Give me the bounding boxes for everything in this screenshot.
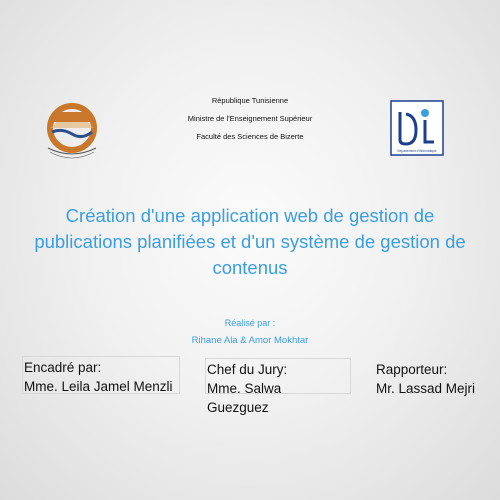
rapporteur-name: Mr. Lassad Mejri	[376, 381, 476, 396]
department-caption: Département d'informatique	[397, 149, 437, 153]
jury-box	[205, 358, 351, 415]
country-line: République Tunisienne	[211, 96, 289, 105]
supervisor-box	[22, 356, 180, 394]
ministry-line: Ministre de l'Enseignement Supérieur	[187, 114, 313, 123]
department-logo	[390, 100, 444, 156]
realise-label: Réalisé par :	[224, 318, 276, 328]
university-logo	[40, 98, 104, 166]
supervisor-label: Encadré par:	[24, 360, 102, 375]
rapporteur-label: Rapporteur:	[376, 362, 448, 377]
authors: Rihane Ala & Amor Mokhtar	[191, 335, 309, 346]
jury-label: Chef du Jury:	[207, 362, 288, 377]
supervisor-name: Mme. Leila Jamel Menzli	[24, 379, 173, 394]
faculty-line: Faculté des Sciences de Bizerte	[196, 132, 304, 141]
rapporteur-box	[373, 358, 480, 394]
thesis-title: Création d'une application web de gestion de publications planifiées et d'un système de gestion de contenus	[34, 205, 466, 278]
jury-name: Mme. Salwa Guezguez	[207, 381, 282, 415]
